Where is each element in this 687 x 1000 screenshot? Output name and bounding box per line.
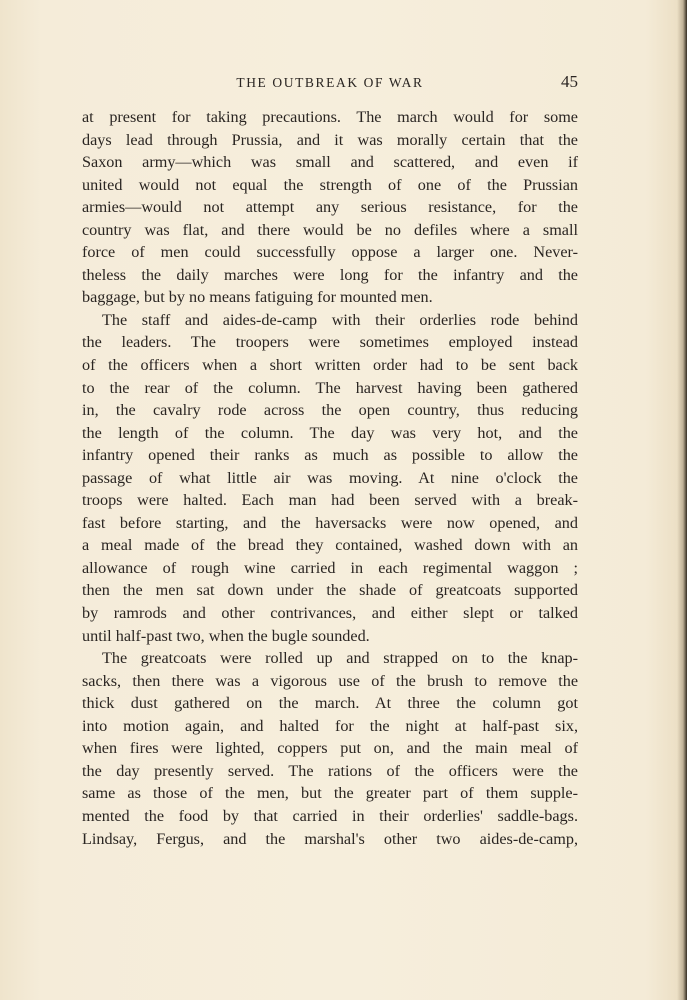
text-line: passage of what little air was moving. At nine o'clock the [82, 468, 578, 487]
text-line: Saxon army—which was small and scattered, and even if [82, 153, 578, 172]
page-header [82, 72, 578, 94]
body-text [82, 106, 578, 850]
text-line: by ramrods and other contrivances, and either slept or talked [82, 604, 578, 623]
text-line: until half-past two, when the bugle sounded. [82, 626, 370, 645]
text-line: The staff and aides-de-camp with their orderlies rode behind [102, 310, 578, 329]
text-line: same as those of the men, but the greater part of them supple- [82, 784, 578, 803]
text-line: force of men could successfully oppose a larger one. Never- [82, 243, 578, 262]
text-line: in, the cavalry rode across the open country, thus reducing [82, 401, 578, 420]
page-number: 45 [561, 72, 578, 91]
text-line: of the officers when a short written order had to be sent back [82, 356, 578, 375]
text-line: theless the daily marches were long for the infantry and the [82, 265, 578, 284]
text-line: the leaders. The troopers were sometimes employed instead [82, 333, 578, 352]
text-line: The greatcoats were rolled up and strapped on to the knap- [102, 649, 578, 668]
text-line: baggage, but by no means fatiguing for mounted men. [82, 288, 433, 307]
text-line: fast before starting, and the haversacks were now opened, and [82, 513, 578, 532]
text-line: troops were halted. Each man had been served with a break- [82, 491, 578, 510]
text-line: the day presently served. The rations of the officers were the [82, 761, 578, 780]
text-line: mented the food by that carried in their orderlies' saddle-bags. [82, 806, 578, 825]
text-line: infantry opened their ranks as much as possible to allow the [82, 446, 578, 465]
text-line: a meal made of the bread they contained, washed down with an [82, 536, 578, 555]
text-line: the length of the column. The day was very hot, and the [82, 423, 578, 442]
page-edge-shadow [677, 0, 687, 1000]
text-line: country was flat, and there would be no defiles where a small [82, 220, 578, 239]
text-line: Lindsay, Fergus, and the marshal's other two aides-de-camp, [82, 829, 578, 848]
text-line: to the rear of the column. The harvest having been gathered [82, 378, 578, 397]
text-line: thick dust gathered on the march. At three the column got [82, 694, 578, 713]
text-line: into motion again, and halted for the night at half-past six, [82, 716, 578, 735]
text-line: at present for taking precautions. The march would for some [82, 108, 578, 126]
text-line: when fires were lighted, coppers put on, and the main meal of [82, 739, 578, 758]
text-line: days lead through Prussia, and it was morally certain that the [82, 130, 578, 149]
running-title: THE OUTBREAK OF WAR [236, 75, 424, 90]
text-line: then the men sat down under the shade of greatcoats supported [82, 581, 578, 600]
text-line: united would not equal the strength of one of the Prussian [82, 175, 578, 194]
text-line: allowance of rough wine carried in each regimental waggon ; [82, 558, 578, 577]
text-line: sacks, then there was a vigorous use of the brush to remove the [82, 671, 578, 690]
text-line: armies—would not attempt any serious resistance, for the [82, 198, 578, 217]
